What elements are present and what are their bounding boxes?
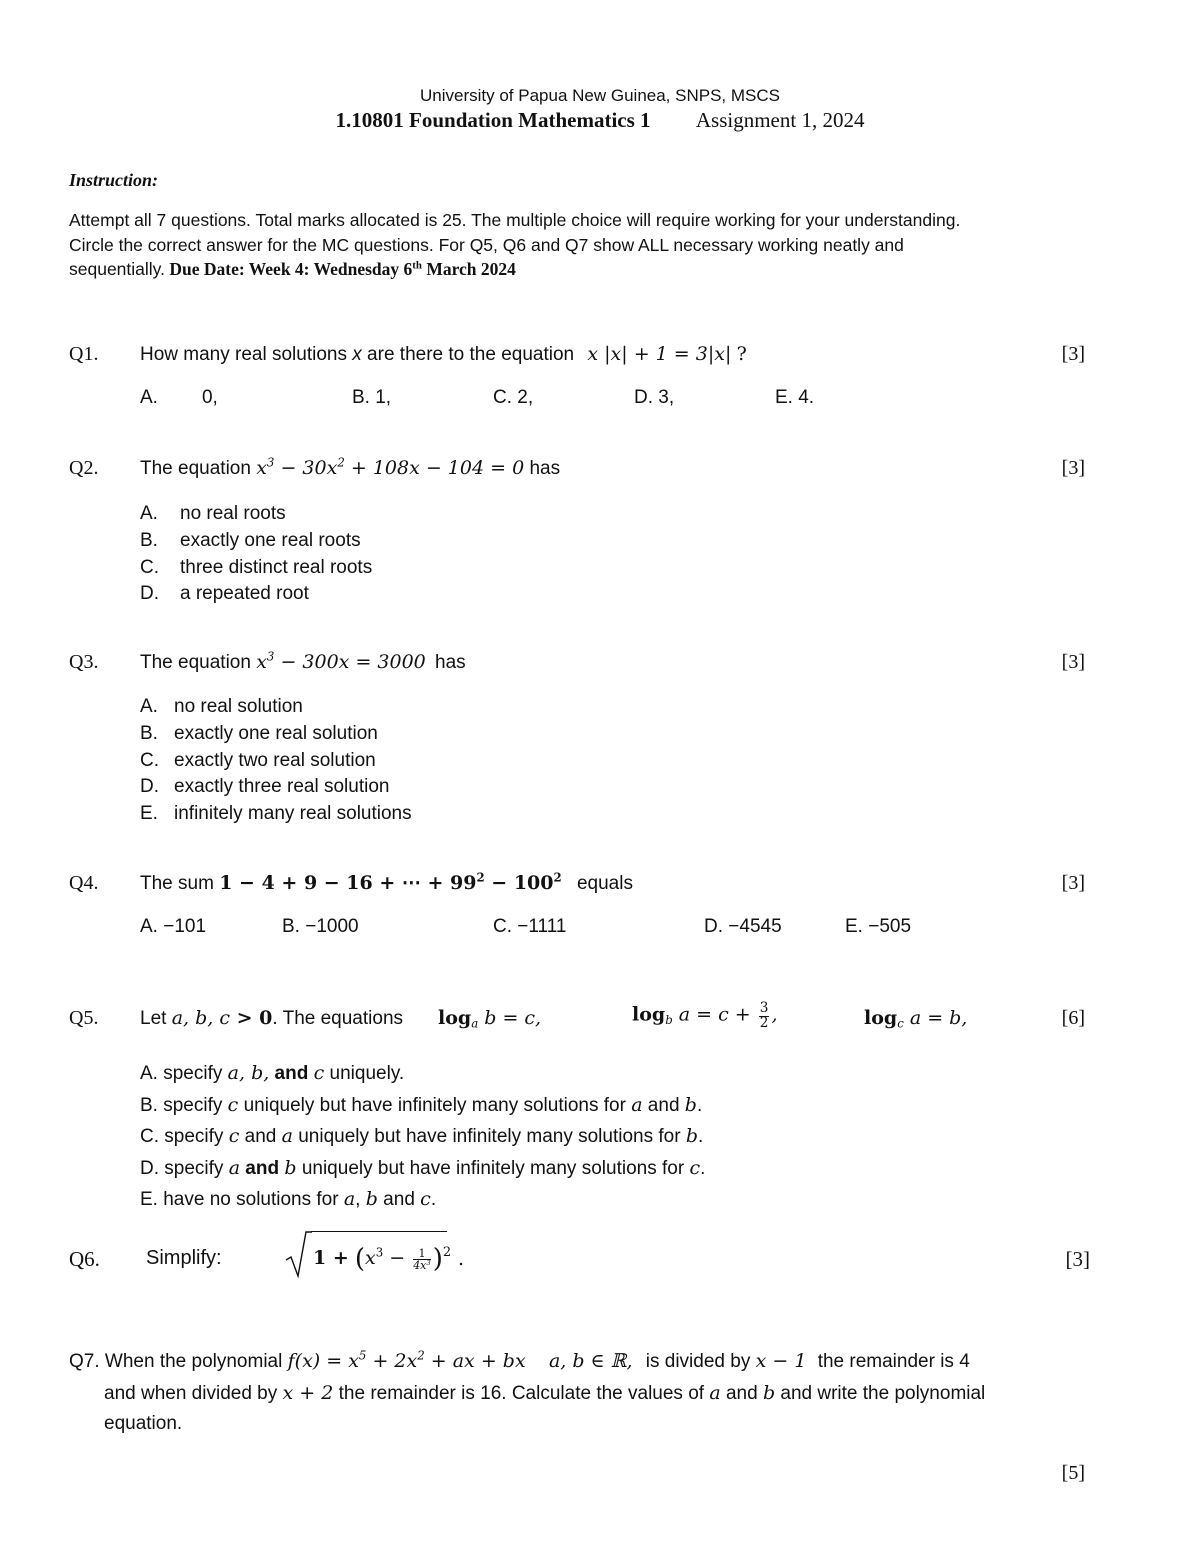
- q1-option-c: C. 2,: [493, 387, 534, 408]
- q7-poly3: + ax + bx: [424, 1350, 526, 1372]
- q4-option-b: B. −1000: [282, 916, 359, 937]
- q5-option-b-and: and: [642, 1094, 685, 1116]
- q3-lead: The equation: [140, 652, 251, 673]
- q2-question: [140, 457, 560, 480]
- q5-option-e-b: b: [365, 1188, 378, 1210]
- q5-option-e-comma: ,: [355, 1189, 366, 1210]
- q5-eq2-rest: a = c +: [672, 1003, 757, 1026]
- q7-poly2: + 2x: [366, 1350, 418, 1372]
- q3-option-e-text: infinitely many real solutions: [174, 803, 412, 825]
- assignment-label: Assignment 1, 2024: [695, 108, 865, 132]
- q2-tail: has: [529, 458, 561, 479]
- q5-option-e: [140, 1184, 705, 1216]
- q2-options: [140, 501, 372, 608]
- q7-poly1: x: [348, 1350, 359, 1372]
- q3-option-e-label: E.: [140, 803, 158, 825]
- q6-one-plus: 1 +: [313, 1247, 349, 1269]
- q5-option-b-b: b: [684, 1093, 697, 1116]
- q3-tail: has: [435, 652, 466, 673]
- q3-question: [140, 651, 466, 674]
- q1-qmark: ?: [736, 343, 747, 365]
- q5-equation-2: [632, 1002, 778, 1030]
- q3-option-c-label: C.: [140, 749, 159, 771]
- q5-option-d-a: a: [228, 1156, 241, 1179]
- q3-eq-part1: x: [256, 651, 267, 673]
- q2-option-a: [140, 501, 372, 528]
- q2-option-d-label: D.: [140, 583, 159, 605]
- q5-eq2-frac-num: 3: [759, 1000, 769, 1016]
- q2-option-b-label: B.: [140, 529, 158, 551]
- q7-function: [288, 1350, 526, 1372]
- q7-var-a: a: [709, 1382, 721, 1404]
- course-title: 1.10801 Foundation Mathematics 1: [335, 108, 651, 132]
- q5-eq2-comma: ,: [771, 1003, 778, 1026]
- q4-number: Q4.: [69, 872, 99, 894]
- q1-option-b: B. 1,: [352, 387, 392, 408]
- q7-marks: [5]: [1061, 1462, 1085, 1484]
- university-line: University of Papua New Guinea, SNPS, MSCS: [420, 86, 780, 105]
- radical-sign-icon: [284, 1228, 314, 1280]
- q6-fraction: [413, 1248, 431, 1271]
- q4-question: [140, 872, 633, 895]
- q3-option-d: [140, 774, 412, 801]
- q6-marks: [3]: [1065, 1247, 1090, 1271]
- q5-option-b-period: .: [696, 1094, 703, 1116]
- q2-option-a-label: A.: [140, 503, 158, 524]
- q1-number: Q1.: [69, 343, 99, 365]
- q7-f: f(x) =: [287, 1350, 349, 1372]
- q4-eq-exp1: 2: [476, 870, 485, 885]
- q3-equation: [256, 651, 426, 673]
- q1-question: [140, 343, 747, 366]
- q5-eq2-frac-den: 2: [759, 1014, 769, 1031]
- q5-option-d-b: b: [284, 1156, 297, 1179]
- q5-lead: Let: [140, 1008, 167, 1029]
- q5-option-d-text1: D. specify: [140, 1157, 229, 1179]
- q5-option-e-text1: E. have no solutions for: [140, 1189, 344, 1210]
- instruction-heading: Instruction:: [69, 170, 159, 190]
- q4-equation: [219, 872, 561, 894]
- due-date-prefix: Due Date: Week 4: Wednesday 6: [169, 259, 413, 279]
- q5-option-a: [140, 1058, 705, 1090]
- q6-frac-den-base: 4x: [413, 1258, 427, 1272]
- q2-option-b: [140, 528, 372, 555]
- q4-marks: [3]: [1061, 872, 1085, 894]
- q6-frac-num: 1: [413, 1248, 431, 1260]
- q5-eq3-base: c: [897, 1016, 904, 1031]
- q7-domain: a, b ∈ ℝ,: [548, 1350, 633, 1372]
- q7-var-b: b: [762, 1382, 776, 1404]
- q2-number: Q2.: [69, 457, 99, 479]
- q5-option-c-c: c: [228, 1125, 240, 1147]
- q5-lead2: . The equations: [272, 1008, 404, 1029]
- instruction-line-3: [69, 259, 516, 280]
- q4-option-d: D. −4545: [704, 916, 782, 937]
- q5-option-e-a: a: [343, 1188, 356, 1210]
- q2-eq-part1: x: [256, 457, 267, 479]
- q4-option-c: C. −1111: [493, 916, 567, 937]
- q6-dot: .: [458, 1248, 465, 1270]
- q7-text4: and when divided by: [104, 1383, 278, 1404]
- q3-eq-exp1: 3: [266, 649, 275, 664]
- q5-option-b-a: a: [631, 1093, 643, 1116]
- q3-option-d-text: exactly three real solution: [174, 776, 390, 798]
- q5-option-c-text2: uniquely but have infinitely many solutions for: [292, 1126, 686, 1147]
- q1-option-e: E. 4.: [775, 387, 815, 408]
- q3-option-e: [140, 801, 412, 828]
- radical-bar: [311, 1231, 447, 1232]
- q7-line-2: [104, 1382, 985, 1405]
- q5-option-c-period: .: [698, 1126, 704, 1147]
- q5-option-d-text2: uniquely but have infinitely many solutions for: [296, 1157, 690, 1179]
- q5-eq2-fraction: [759, 1002, 770, 1030]
- q5-option-a-text1: A. specify: [140, 1063, 228, 1084]
- q5-eq1-base: a: [471, 1016, 479, 1031]
- q6-x: x: [364, 1247, 376, 1269]
- q5-option-a-and: and: [269, 1063, 314, 1084]
- q5-eq1-log: log: [438, 1007, 472, 1029]
- q6-radicand: [313, 1244, 451, 1274]
- q5-question: [140, 1007, 403, 1030]
- q7-line-3: equation.: [104, 1413, 183, 1434]
- q4-eq-part1: 1 − 4 + 9 − 16 + ⋯ + 99: [219, 872, 477, 894]
- q5-option-b-c: c: [227, 1093, 239, 1116]
- q1-option-a: [140, 387, 218, 409]
- q5-option-b-text2: uniquely but have infinitely many solutions for: [238, 1094, 632, 1116]
- q5-eq1-rest: b = c,: [478, 1007, 542, 1029]
- q7-text5: the remainder is 16. Calculate the values of: [338, 1383, 705, 1404]
- q4-tail: equals: [576, 873, 633, 894]
- q5-marks: [6]: [1061, 1007, 1085, 1029]
- q5-option-c-b: b: [685, 1125, 699, 1147]
- q7-text3: the remainder is 4: [817, 1351, 970, 1372]
- q2-eq-exp2: 2: [337, 455, 345, 470]
- q3-options: [140, 694, 412, 828]
- q3-option-c-text: exactly two real solution: [174, 749, 376, 771]
- q5-eq2-base: b: [665, 1013, 673, 1028]
- q6-lead: Simplify:: [146, 1247, 222, 1269]
- q4-lead: The sum: [140, 873, 214, 894]
- q2-option-d: [140, 581, 372, 608]
- q6-frac-den-exp: 3: [426, 1258, 431, 1267]
- q2-option-c-label: C.: [140, 556, 159, 578]
- q5-option-d-period: .: [700, 1157, 706, 1179]
- q2-eq-part3: + 108x − 104 = 0: [344, 457, 525, 479]
- q5-option-b: [140, 1090, 705, 1122]
- q5-option-c: [140, 1121, 705, 1153]
- q5-equation-1: [438, 1007, 541, 1030]
- q6-rparen: ): [432, 1244, 443, 1274]
- q6-frac-den: [413, 1260, 431, 1271]
- q7-text7: and write the polynomial: [780, 1383, 986, 1404]
- q7-number: Q7.: [69, 1351, 100, 1372]
- q7-text1: When the polynomial: [104, 1351, 283, 1372]
- q6-number: Q6.: [69, 1247, 100, 1271]
- q2-option-b-text: exactly one real roots: [180, 529, 361, 551]
- q5-eq3-rest: a = b,: [903, 1007, 968, 1029]
- q1-text: How many real solutions: [140, 344, 347, 365]
- q2-equation: [256, 457, 524, 479]
- q2-option-c: [140, 555, 372, 582]
- due-date: [169, 259, 516, 279]
- course-title-line: [0, 108, 1200, 133]
- q5-number: Q5.: [69, 1007, 99, 1029]
- q1-equation: x |x| + 1 = 3|x|: [587, 343, 732, 365]
- q3-option-b-label: B.: [140, 722, 158, 744]
- q3-option-b-text: exactly one real solution: [174, 722, 378, 744]
- q4-eq-exp2: 2: [553, 870, 562, 885]
- q7-divisor2: x + 2: [282, 1382, 334, 1404]
- q5-option-e-and: and: [377, 1189, 421, 1210]
- q2-option-d-text: a repeated root: [180, 583, 309, 605]
- q3-number: Q3.: [69, 651, 99, 673]
- q2-lead: The equation: [140, 458, 251, 479]
- q1-option-a-value: 0,: [201, 387, 218, 408]
- q3-option-b: [140, 721, 412, 748]
- instruction-line-2: Circle the correct answer for the MC questions. For Q5, Q6 and Q7 show ALL necessary working neatly and: [69, 235, 904, 255]
- q1-option-d: D. 3,: [634, 387, 675, 408]
- q3-option-d-label: D.: [140, 776, 159, 798]
- q4-option-e: E. −505: [845, 916, 912, 937]
- q6-lparen: (: [354, 1244, 365, 1274]
- q7-text6: and: [725, 1383, 758, 1404]
- q5-option-c-and: and: [239, 1126, 282, 1147]
- q3-option-a-text: no real solution: [174, 696, 303, 717]
- q7-line-1: [69, 1350, 970, 1373]
- instruction-line-1: Attempt all 7 questions. Total marks allocated is 25. The multiple choice will require working for your understanding.: [69, 210, 961, 230]
- q4-option-a: A. −101: [140, 916, 207, 937]
- q5-option-d-and: and: [240, 1157, 285, 1179]
- q7-divisor1: x − 1: [755, 1350, 807, 1372]
- due-date-suffix: March 2024: [421, 259, 516, 279]
- q5-gt: > 0: [230, 1007, 273, 1029]
- q4-eq-part2: − 100: [484, 872, 554, 894]
- q5-option-c-text1: C. specify: [140, 1126, 229, 1147]
- instruction-line-3-text: sequentially.: [69, 259, 165, 279]
- q7-poly-exp1: 5: [358, 1348, 367, 1363]
- q6-minus: −: [383, 1247, 412, 1269]
- q1-var: x: [352, 344, 362, 365]
- q2-marks: [3]: [1061, 457, 1085, 479]
- q5-eq3-log: log: [864, 1007, 898, 1029]
- q5-options: [140, 1058, 705, 1216]
- q5-option-d: [140, 1153, 705, 1185]
- q6-x-exp: 3: [375, 1245, 384, 1260]
- q2-eq-exp1: 3: [266, 455, 275, 470]
- q1-marks: [3]: [1061, 343, 1085, 365]
- q5-option-a-vars: a, b,: [227, 1062, 270, 1084]
- q3-option-c: [140, 748, 412, 775]
- due-date-sup: th: [412, 259, 422, 272]
- q2-eq-part2: − 30x: [274, 457, 338, 479]
- q3-marks: [3]: [1061, 651, 1085, 673]
- q2-option-a-text: no real roots: [180, 503, 286, 524]
- q5-option-a-text2: uniquely.: [324, 1063, 405, 1084]
- q1-option-a-label: A.: [140, 387, 158, 408]
- q3-eq-part2: − 300x = 3000: [274, 651, 426, 673]
- q5-option-a-c: c: [313, 1062, 325, 1084]
- q5-option-d-c: c: [689, 1156, 701, 1179]
- q3-option-a: [140, 694, 412, 721]
- q5-eq2-log: log: [632, 1003, 666, 1026]
- q5-option-c-a: a: [281, 1125, 293, 1147]
- q5-option-e-period: .: [430, 1189, 437, 1210]
- q5-equation-3: [864, 1007, 967, 1030]
- q3-option-a-label: A.: [140, 696, 158, 717]
- q5-vars: a, b, c: [171, 1007, 230, 1029]
- q7-poly-exp2: 2: [417, 1348, 425, 1363]
- q6-square: 2: [442, 1244, 452, 1260]
- q6-expression: [284, 1228, 464, 1280]
- q7-text2: is divided by: [645, 1351, 751, 1372]
- q1-text2: are there to the equation: [367, 344, 575, 365]
- q2-option-c-text: three distinct real roots: [180, 556, 373, 578]
- q5-option-b-text1: B. specify: [140, 1094, 228, 1116]
- q5-option-e-c: c: [420, 1188, 431, 1210]
